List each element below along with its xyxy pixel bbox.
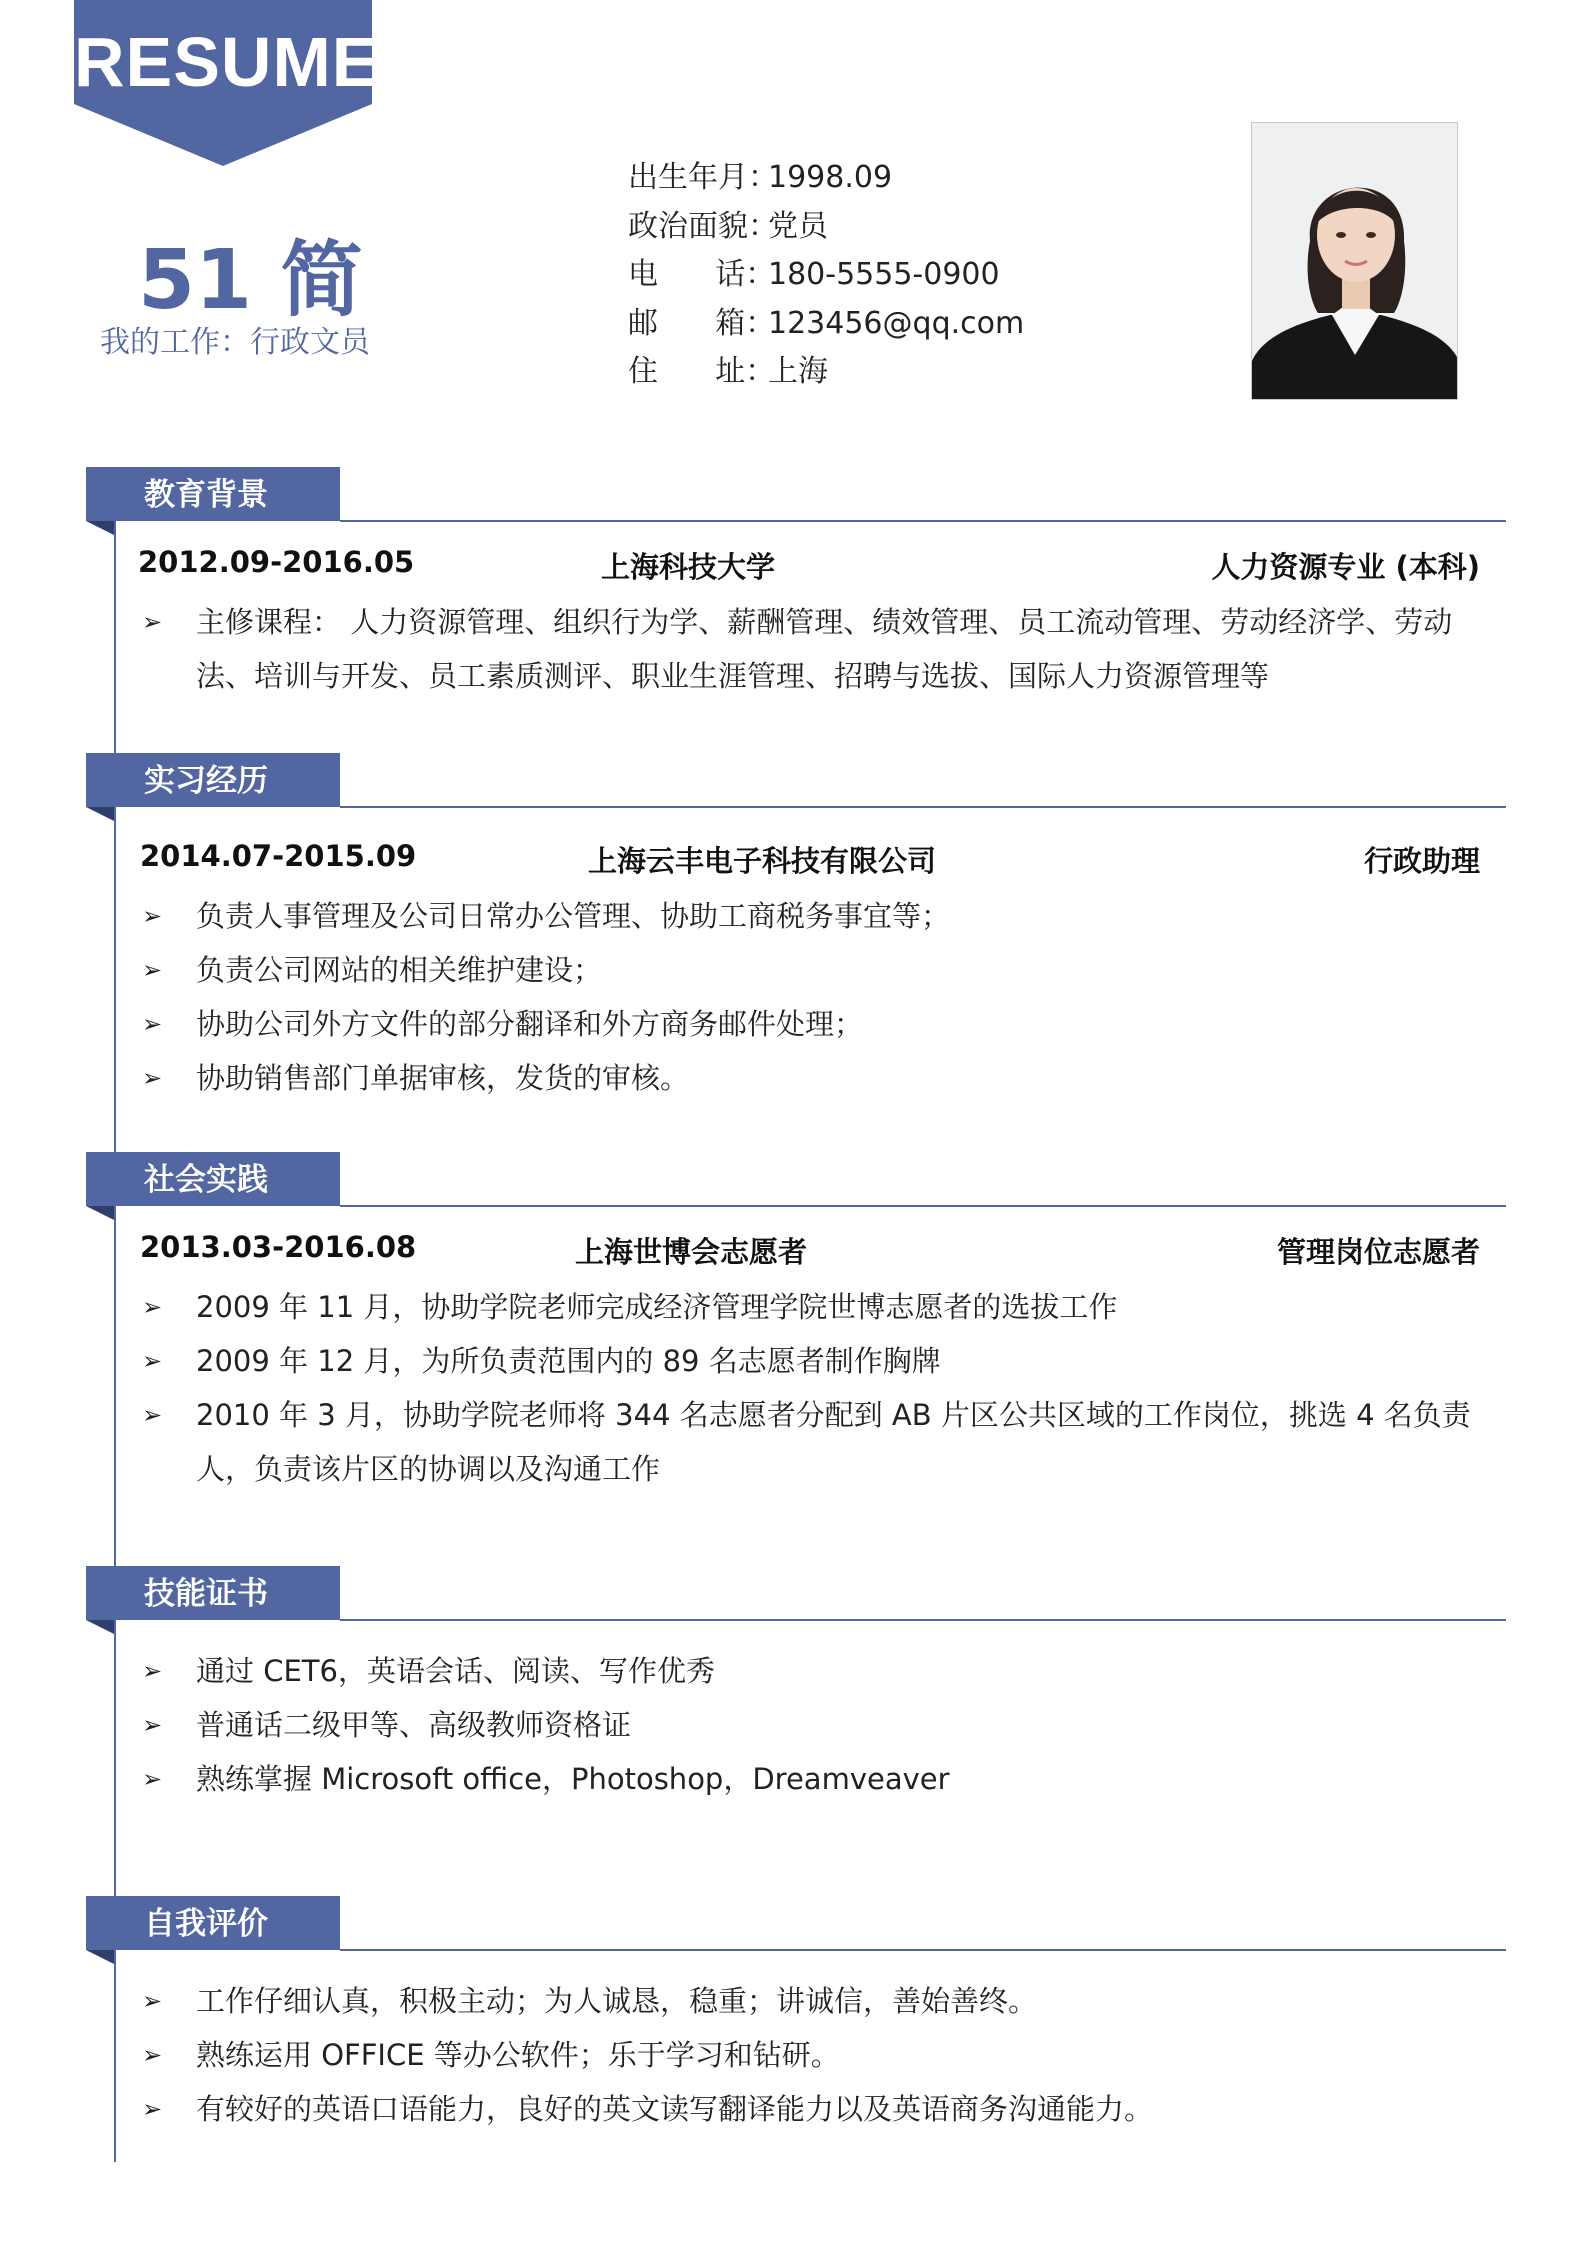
info-row-address [628,348,1024,397]
tab-fold [86,1620,114,1634]
item-text: 2009 年 11 月，协助学院老师完成经济管理学院世博志愿者的选拔工作 [196,1290,1118,1324]
section-social-practice [86,1152,1506,1496]
section-header [86,753,1506,811]
item-list [86,889,1506,1105]
section-divider [340,1949,1506,1951]
item-text: 主修课程： 人力资源管理、组织行为学、薪酬管理、绩效管理、员工流动管理、劳动经济学、劳动法、培训与开发、员工素质测评、职业生涯管理、招聘与选拔、国际人力资源管理等 [196,605,1453,693]
info-value: 180-5555-0900 [768,257,1000,292]
arrow-bullet-icon: ➢ [142,1765,163,1793]
tab-fold [86,1206,114,1220]
item-list [86,1644,1506,1806]
arrow-bullet-icon: ➢ [142,1987,163,2015]
item-text: 协助公司外方文件的部分翻译和外方商务邮件处理； [196,1007,864,1041]
section-self-evaluation [86,1896,1506,2136]
arrow-bullet-icon: ➢ [142,608,163,636]
entry-date: 2012.09-2016.05 [138,545,415,579]
entry-role: 行政助理 [1363,844,1480,878]
list-item [86,1334,1506,1388]
list-item [86,1698,1506,1752]
info-label: 住 址： [628,354,776,389]
info-row-politics [628,203,1024,252]
item-list [86,595,1506,703]
info-row-phone [628,251,1024,300]
info-value: 123456@qq.com [768,305,1025,341]
entry-role: 人力资源专业 (本科) [1211,550,1480,584]
arrow-bullet-icon: ➢ [142,1657,163,1685]
info-value: 1998.09 [768,160,893,195]
section-divider [340,1205,1506,1207]
arrow-bullet-icon: ➢ [142,1293,163,1321]
tab-fold [86,807,114,821]
item-text: 负责人事管理及公司日常办公管理、协助工商税务事宜等； [196,899,951,933]
info-label: 政治面貌： [628,208,778,244]
list-item [86,595,1506,703]
item-text: 2010 年 3 月，协助学院老师将 344 名志愿者分配到 AB 片区公共区域的工作岗位，挑选 4 名负责人，负责该片区的协调以及沟通工作 [196,1398,1471,1486]
entry-role: 管理岗位志愿者 [1276,1235,1480,1269]
list-item [86,997,1506,1051]
arrow-bullet-icon: ➢ [142,2041,163,2069]
portrait-illustration [1252,123,1458,400]
item-text: 熟练掌握 Microsoft office，Photoshop，Dreamveaver [196,1762,950,1796]
section-title: 技能证书 [86,1566,340,1620]
item-list [86,1974,1506,2136]
section-divider [340,1619,1506,1621]
item-text: 熟练运用 OFFICE 等办公软件；乐于学习和钻研。 [196,2038,840,2072]
tab-fold [86,521,114,535]
arrow-bullet-icon: ➢ [142,1064,163,1092]
arrow-bullet-icon: ➢ [142,2095,163,2123]
entry-organization: 上海世博会志愿者 [575,1235,808,1269]
section-internship [86,753,1506,1105]
info-label: 出生年月： [628,160,778,195]
section-header [86,1896,1506,1954]
info-label: 邮 箱： [628,305,776,341]
entry-date: 2014.07-2015.09 [140,839,417,873]
section-header [86,467,1506,525]
entry-header [86,545,1506,585]
list-item [86,1752,1506,1806]
info-row-email [628,300,1024,349]
item-text: 有较好的英语口语能力，良好的英文读写翻译能力以及英语商务沟通能力。 [196,2092,1154,2126]
profile-photo [1251,122,1458,400]
item-text: 工作仔细认真，积极主动；为人诚恳，稳重；讲诚信，善始善终。 [196,1984,1038,2018]
arrow-bullet-icon: ➢ [142,1401,163,1429]
list-item [86,1280,1506,1334]
info-value: 党员 [768,208,828,244]
list-item [86,2028,1506,2082]
banner-text: RESUME [74,23,380,101]
arrow-bullet-icon: ➢ [142,1347,163,1375]
item-text: 通过 CET6，英语会话、阅读、写作优秀 [196,1654,715,1688]
personal-info [628,154,1024,397]
section-header [86,1152,1506,1210]
item-text: 负责公司网站的相关维护建设； [196,953,603,987]
info-label: 电 话： [628,257,776,292]
arrow-bullet-icon: ➢ [142,902,163,930]
arrow-bullet-icon: ➢ [142,1010,163,1038]
list-item [86,889,1506,943]
list-item [86,1974,1506,2028]
item-text: 2009 年 12 月，为所负责范围内的 89 名志愿者制作胸牌 [196,1344,941,1378]
section-header [86,1566,1506,1624]
entry-organization: 上海云丰电子科技有限公司 [588,844,937,878]
entry-organization: 上海科技大学 [601,550,776,584]
entry-header [86,1230,1506,1270]
resume-banner [74,0,380,168]
info-row-birth [628,154,1024,203]
section-title: 实习经历 [86,753,340,807]
info-value: 上海 [768,354,828,389]
section-title: 社会实践 [86,1152,340,1206]
candidate-name: 51 简 [138,233,363,328]
item-text: 协助销售部门单据审核，发货的审核。 [196,1061,690,1095]
section-title: 教育背景 [86,467,340,521]
item-list [86,1280,1506,1496]
entry-date: 2013.03-2016.08 [140,1230,417,1264]
entry-header [86,839,1506,879]
arrow-bullet-icon: ➢ [142,956,163,984]
list-item [86,1051,1506,1105]
tab-fold [86,1950,114,1964]
section-divider [340,520,1506,522]
job-title: 我的工作：行政文员 [100,325,370,360]
list-item [86,1644,1506,1698]
list-item [86,1388,1506,1496]
list-item [86,943,1506,997]
section-education [86,467,1506,703]
section-divider [340,806,1506,808]
list-item [86,2082,1506,2136]
item-text: 普通话二级甲等、高级教师资格证 [196,1708,632,1742]
section-title: 自我评价 [86,1896,340,1950]
section-skills [86,1566,1506,1806]
arrow-bullet-icon: ➢ [142,1711,163,1739]
